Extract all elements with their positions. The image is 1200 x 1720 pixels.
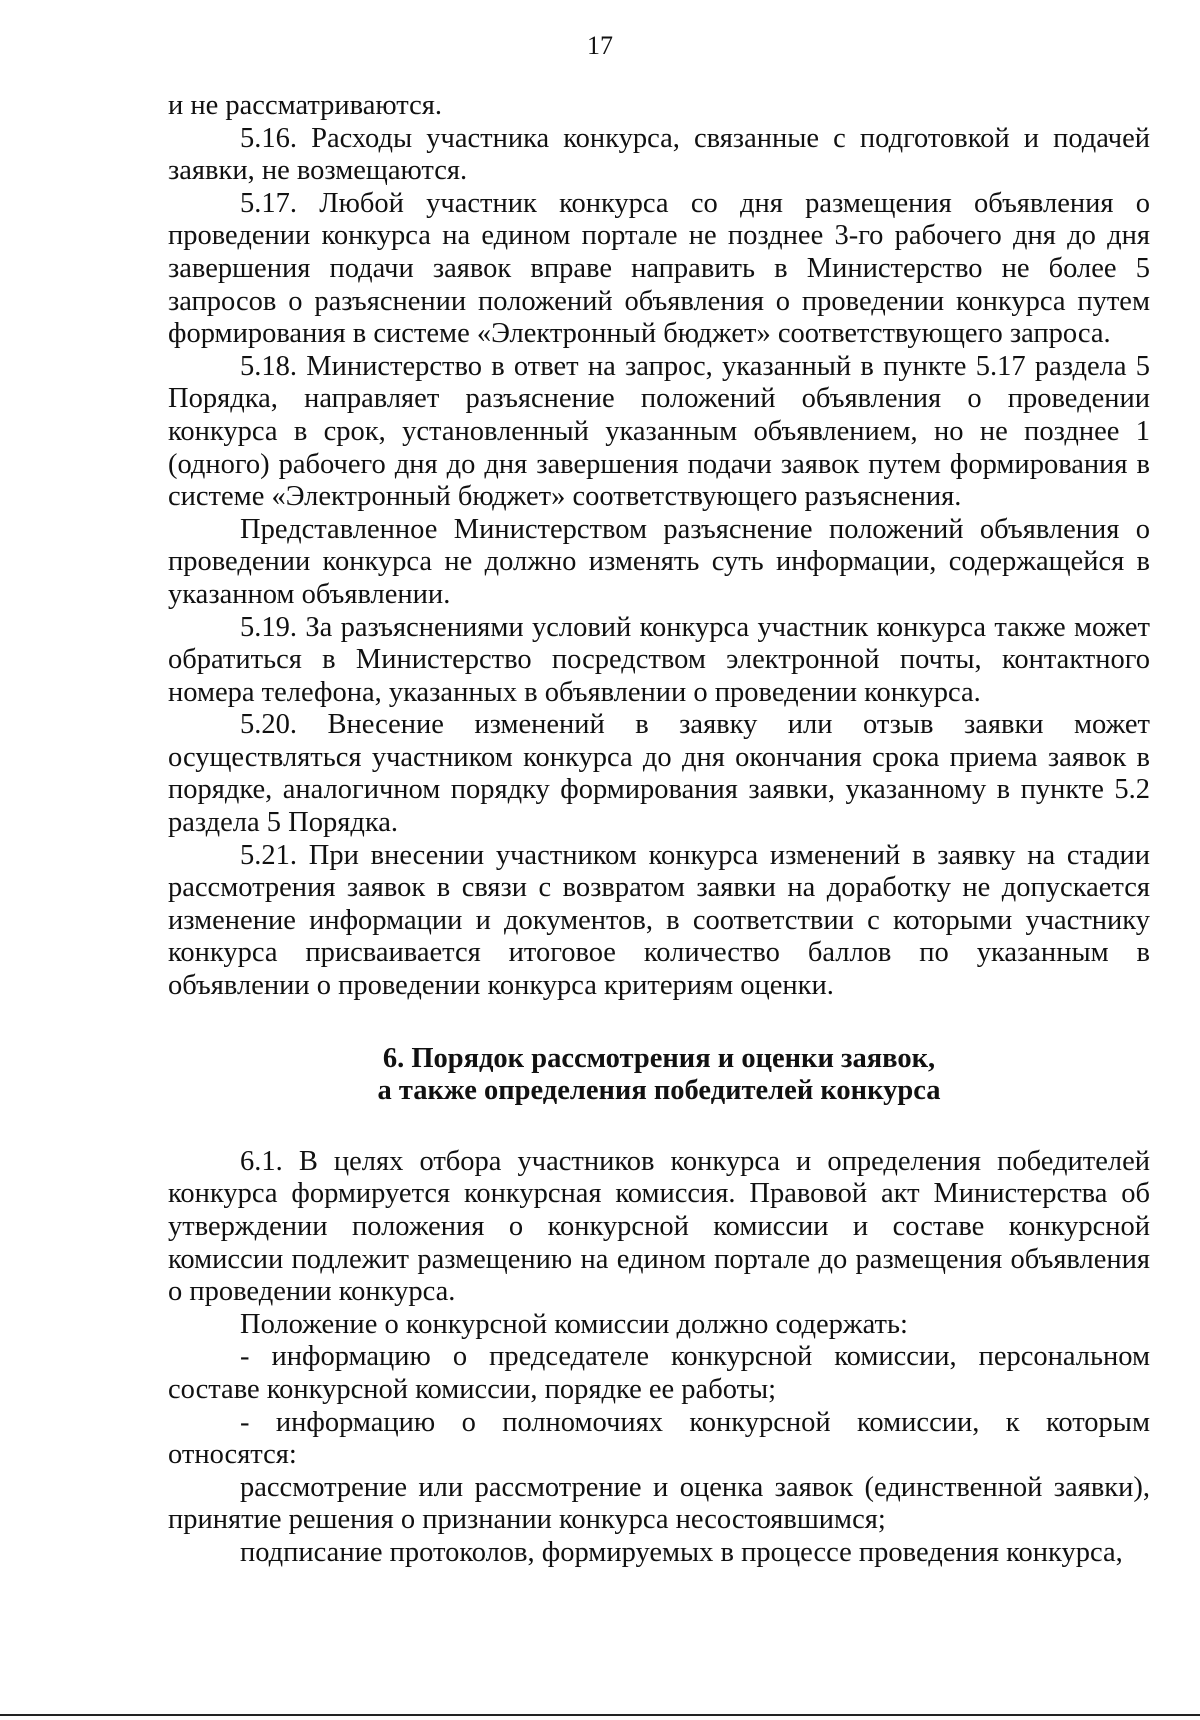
paragraph: и не рассматриваются. <box>168 90 442 121</box>
paragraph: подписание протоколов, формируемых в процессе проведения конкурса, <box>240 1536 1123 1568</box>
paragraph: Положение о конкурсной комиссии должно содержать: <box>240 1308 908 1340</box>
paragraph: 5.17. Любой участник конкурса со дня размещения объявления о проведении конкурса на едином портале не позднее 3-го рабочего дня до дня завершения подачи заявок вправе направить в Министерство не более 5 запросов о разъяснении положений объявления о проведении конкурса путем формирования в системе «Электронный бюджет» соответствующего запроса. <box>168 187 1150 350</box>
paragraph: 5.19. За разъяснениями условий конкурса участник конкурса также может обратиться в Министерство посредством электронной почты, контактного номера телефона, указанных в объявлении о проведении конкурса. <box>168 611 1150 708</box>
paragraph: Представленное Министерством разъяснение положений объявления о проведении конкурса не должно изменять суть информации, содержащейся в указанном объявлении. <box>168 513 1150 610</box>
paragraph: 5.21. При внесении участником конкурса изменений в заявку на стадии рассмотрения заявок в связи с возвратом заявки на доработку не допускается изменение информации и документов, в соответствии с которыми участнику конкурса присваивается итоговое количество баллов по указанным в объявлении о проведении конкурса критериям оценки. <box>168 839 1150 1002</box>
paragraph: 6.1. В целях отбора участников конкурса и определения победителей конкурса формируется конкурсная комиссия. Правовой акт Министерства об утверждении положения о конкурсной комиссии и составе конкурсной комиссии подлежит размещению на едином портале до размещения объявления о проведении конкурса. <box>168 1145 1150 1308</box>
document-body <box>168 90 1150 1570</box>
paragraph: 5.18. Министерство в ответ на запрос, указанный в пункте 5.17 раздела 5 Порядка, направляет разъяснение положений объявления о проведении конкурса в срок, установленный указанным объявлением, но не позднее 1 (одного) рабочего дня до дня завершения подачи заявок путем формирования в системе «Электронный бюджет» соответствующего разъяснения. <box>168 350 1150 513</box>
section-heading-line-1: 6. Порядок рассмотрения и оценки заявок, <box>382 1042 936 1074</box>
paragraph: - информацию о председателе конкурсной комиссии, персональном составе конкурсной комиссии, порядке ее работы; <box>168 1341 1150 1405</box>
paragraph: 5.20. Внесение изменений в заявку или отзыв заявки может осуществляться участником конкурса до дня окончания срока приема заявок в порядке, аналогичном порядку формирования заявки, указанному в пункте 5.2 раздела 5 Порядка. <box>168 709 1150 839</box>
section-6-text <box>168 1146 1150 1570</box>
section-heading-line-2: а также определения победителей конкурса <box>377 1075 941 1107</box>
page-number: 17 <box>587 31 613 60</box>
section-heading <box>168 1043 1150 1108</box>
section-5-text <box>168 90 1150 1003</box>
page-bottom-border <box>0 1714 1200 1716</box>
paragraph: - информацию о полномочиях конкурсной комиссии, к которым относятся: <box>168 1406 1150 1471</box>
paragraph: рассмотрение или рассмотрение и оценка заявок (единственной заявки), принятие решения о признании конкурса несостоявшимся; <box>168 1471 1150 1536</box>
paragraph: 5.16. Расходы участника конкурса, связанные с подготовкой и подачей заявки, не возмещаются. <box>168 122 1150 187</box>
